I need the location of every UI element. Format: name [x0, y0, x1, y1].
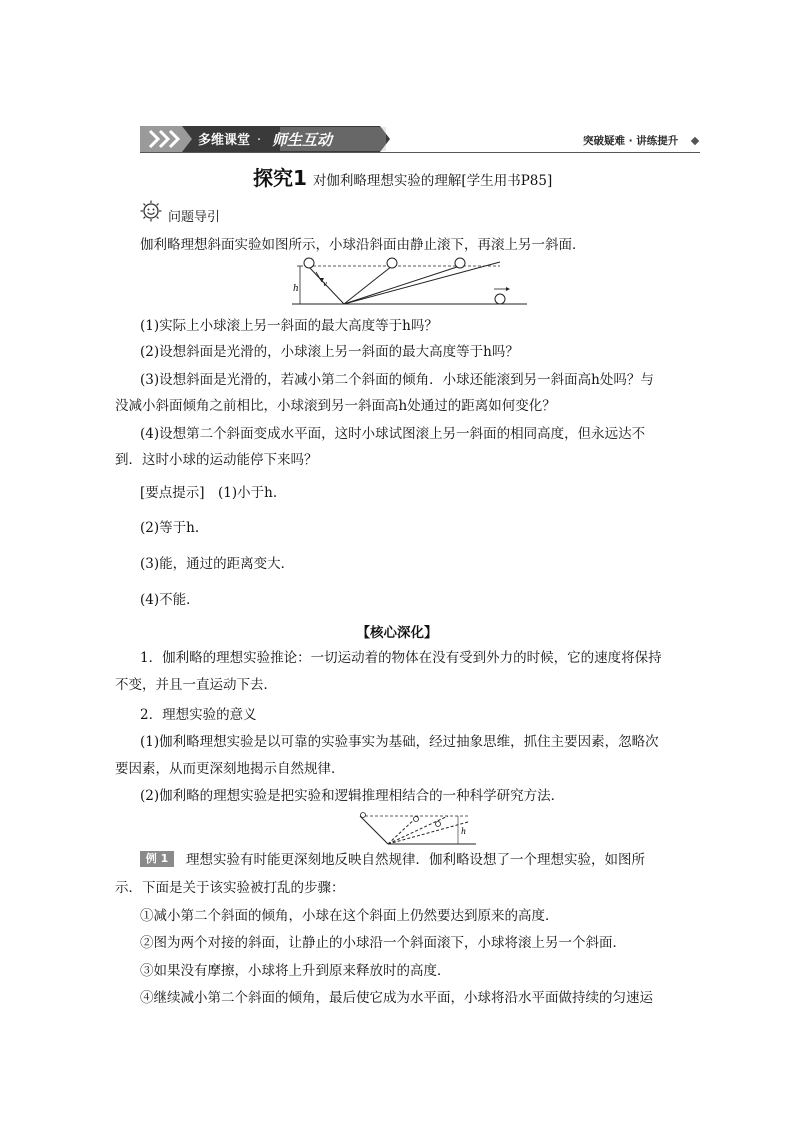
- core-title: 【核心深化】: [356, 625, 438, 641]
- question-4-cont: 到．这时小球的运动能停下来吗？: [115, 452, 318, 468]
- example-step-3: ③如果没有摩擦，小球将上升到原来释放时的高度．: [140, 963, 451, 979]
- question-4: (4)设想第二个斜面变成水平面，这时小球试图滚上另一斜面的相同高度，但永远达不: [140, 426, 646, 442]
- example-text-cont: 示．下面是关于该实验被打乱的步骤：: [115, 880, 345, 896]
- height-label-2: h: [461, 827, 467, 836]
- question-1: (1)实际上小球滚上另一斜面的最大高度等于h吗？: [140, 318, 438, 334]
- core-1: 1．伽利略的理想实验推论：一切运动着的物体在没有受到外力的时候，它的速度将保持: [140, 650, 662, 666]
- banner-tag: 突破疑难 · 讲练提升: [583, 135, 679, 147]
- core-2-2: (2)伽利略的理想实验是把实验和逻辑推理相结合的一种科学研究方法．: [140, 788, 565, 804]
- core-2-1: (1)伽利略理想实验是以可靠的实验事实为基础，经过抽象思维，抓住主要因素，忽略次: [140, 734, 659, 750]
- example-badge: 例 1: [140, 851, 174, 867]
- section-title: [253, 162, 552, 191]
- hint-3: (3)能，通过的距离变大．: [140, 556, 295, 572]
- hint-1: [要点提示] (1)小于h.: [140, 485, 278, 501]
- core-1-cont: 不变，并且一直运动下去．: [115, 677, 277, 693]
- incline-figure: [292, 254, 532, 314]
- core-2: 2．理想实验的意义: [140, 707, 257, 723]
- example-figure: [358, 812, 478, 848]
- banner-left-text: 多维课堂: [198, 133, 251, 148]
- height-label: h: [293, 284, 299, 294]
- question-2: (2)设想斜面是光滑的，小球滚上另一斜面的最大高度等于h吗？: [140, 344, 519, 360]
- section-banner: [140, 124, 390, 154]
- diamond-icon: [691, 137, 699, 145]
- section-title-text: 对伽利略理想实验的理解[学生用书P85]: [312, 173, 553, 189]
- example-step-1: ①减小第二个斜面的倾角，小球在这个斜面上仍然要达到原来的高度．: [140, 908, 559, 924]
- example-step-4: ④继续减小第二个斜面的倾角，最后使它成为水平面，小球将沿水平面做持续的匀速运: [140, 990, 653, 1006]
- intro-text: 伽利略理想斜面实验如图所示，小球沿斜面由静止滚下，再滚上另一斜面．: [140, 237, 586, 253]
- example-step-2: ②图为两个对接的斜面，让静止的小球沿一个斜面滚下，小球将滚上另一个斜面．: [140, 935, 626, 951]
- section-number: 探究1: [253, 166, 307, 190]
- hint-2: (2)等于h.: [140, 520, 200, 536]
- example-text: 理想实验有时能更深刻地反映自然规律．伽利略设想了一个理想实验，如图所: [186, 852, 645, 868]
- smiley-icon: [140, 200, 162, 222]
- core-2-1-cont: 要因素，从而更深刻地揭示自然规律．: [115, 761, 345, 777]
- question-3: (3)设想斜面是光滑的，若减小第二个斜面的倾角．小球还能滚到另一斜面高h处吗？与: [140, 372, 654, 388]
- question-3-cont: 没减小斜面倾角之前相比，小球滚到另一斜面高h处通过的距离如何变化？: [115, 398, 556, 414]
- banner-right-text: 师生互动: [272, 131, 333, 149]
- banner-divider: [140, 152, 700, 153]
- hint-4: (4)不能．: [140, 592, 200, 608]
- banner-dot: ·: [257, 133, 262, 148]
- guide-label: 问题导引: [168, 210, 221, 225]
- velocity-label: v: [323, 280, 327, 288]
